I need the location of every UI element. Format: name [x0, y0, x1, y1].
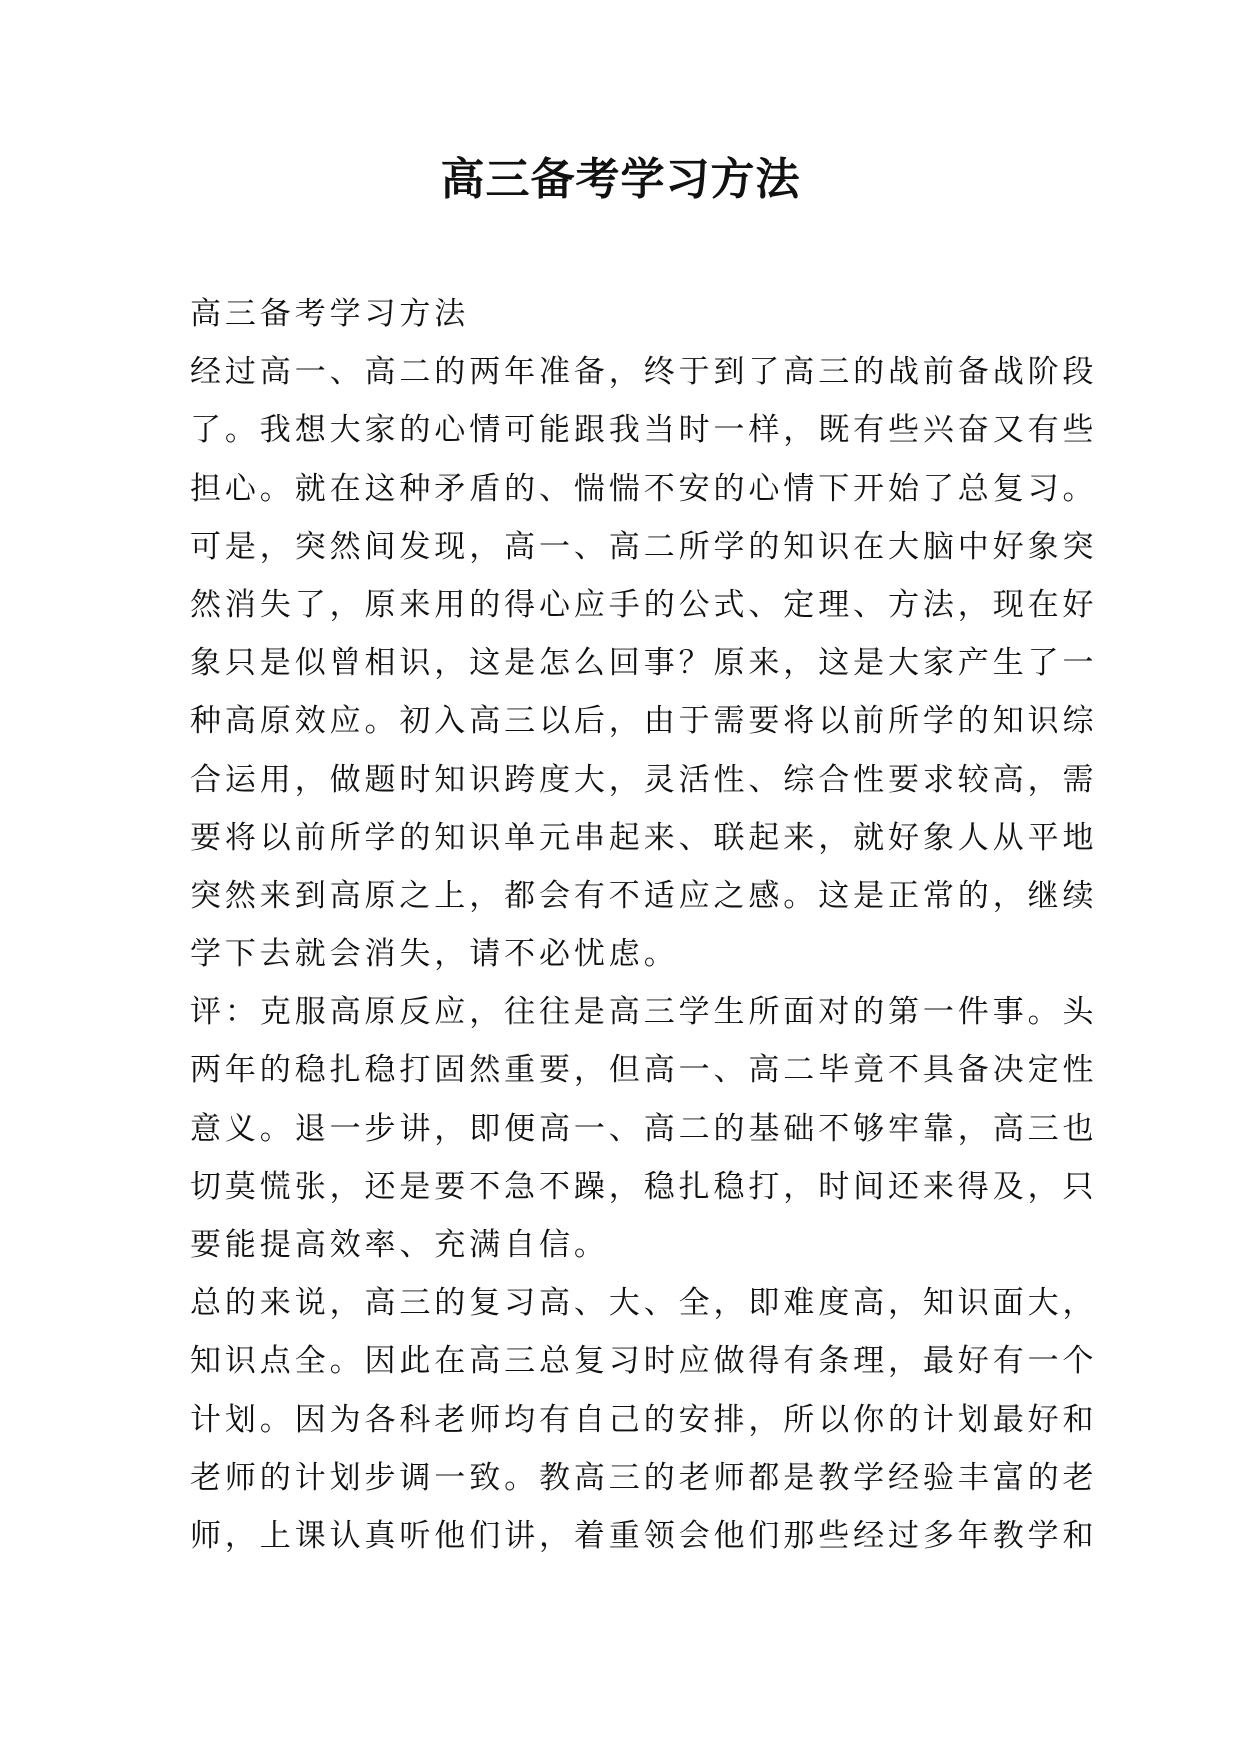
- body-line: 象只是似曾相识，这是怎么回事？原来，这是大家产生了一: [190, 645, 1098, 682]
- body-line: 高三备考学习方法: [190, 296, 470, 332]
- body-line: 老师的计划步调一致。教高三的老师都是教学经验丰富的老: [190, 1459, 1098, 1496]
- body-line: 师，上课认真听他们讲，着重领会他们那些经过多年教学和: [190, 1517, 1098, 1554]
- body-line: 两年的稳扎稳打固然重要，但高一、高二毕竟不具备决定性: [190, 1052, 1098, 1089]
- body-line: 担心。就在这种矛盾的、惴惴不安的心情下开始了总复习。: [190, 470, 1098, 507]
- body-line: 合运用，做题时知识跨度大，灵活性、综合性要求较高，需: [190, 761, 1098, 798]
- body-line: 了。我想大家的心情可能跟我当时一样，既有些兴奋又有些: [190, 412, 1098, 449]
- body-line: 知识点全。因此在高三总复习时应做得有条理，最好有一个: [190, 1343, 1098, 1380]
- body-line: 要能提高效率、充满自信。: [190, 1227, 609, 1263]
- body-line: 切莫慌张，还是要不急不躁，稳扎稳打，时间还来得及，只: [190, 1168, 1098, 1205]
- body-line: 学下去就会消失，请不必忧虑。: [190, 936, 679, 973]
- body-line: 经过高一、高二的两年准备，终于到了高三的战前备战阶段: [190, 354, 1098, 391]
- body-line: 种高原效应。初入高三以后，由于需要将以前所学的知识综: [190, 703, 1098, 740]
- body-line: 然消失了，原来用的得心应手的公式、定理、方法，现在好: [190, 586, 1098, 623]
- document-title: 高三备考学习方法: [440, 154, 801, 205]
- document-body: [190, 285, 1098, 1565]
- body-line: 总的来说，高三的复习高、大、全，即难度高，知识面大，: [190, 1285, 1098, 1322]
- body-line: 可是，突然间发现，高一、高二所学的知识在大脑中好象突: [190, 528, 1098, 565]
- body-line: 评：克服高原反应，往往是高三学生所面对的第一件事。头: [190, 994, 1098, 1031]
- body-line: 要将以前所学的知识单元串起来、联起来，就好象人从平地: [190, 819, 1098, 856]
- body-line: 突然来到高原之上，都会有不适应之感。这是正常的，继续: [190, 877, 1098, 914]
- body-line: 意义。退一步讲，即便高一、高二的基础不够牢靠，高三也: [190, 1110, 1098, 1147]
- body-line: 计划。因为各科老师均有自己的安排，所以你的计划最好和: [190, 1401, 1098, 1438]
